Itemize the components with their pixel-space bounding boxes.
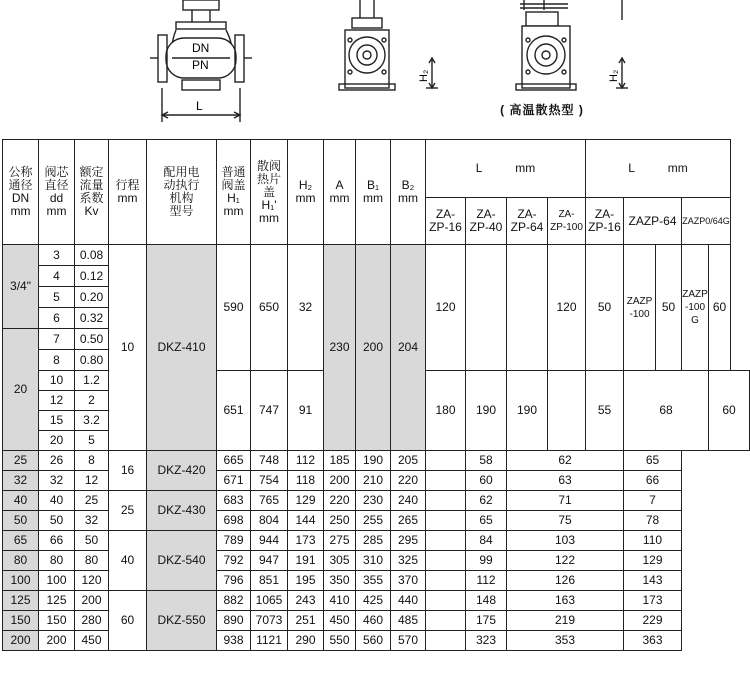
l16-cell: 305 <box>324 551 356 571</box>
l40-cell: 230 <box>356 491 391 511</box>
header-l-group-high-temp: L mm <box>586 140 731 198</box>
h2-cell: 173 <box>288 531 324 551</box>
dn-cell: 65 <box>3 531 39 551</box>
table-row <box>3 451 750 471</box>
ht-l16-cell: 84 <box>466 531 507 551</box>
kv-cell: 200 <box>75 591 109 611</box>
dn-cell: 150 <box>3 611 39 631</box>
dd-cell: 80 <box>39 551 75 571</box>
l64-cell: 220 <box>391 471 426 491</box>
h1-prime-cell: 747 <box>251 371 288 451</box>
dn-cell: 200 <box>3 631 39 651</box>
dn-cell: 40 <box>3 491 39 511</box>
header-h2: H₂ mm <box>288 140 324 245</box>
kv-cell: 2 <box>75 391 109 411</box>
h1-cell: 698 <box>217 511 251 531</box>
ht-l64g-cell: 65 <box>624 451 682 471</box>
l40-cell: 190 <box>356 451 391 471</box>
h1-prime-cell: 1121 <box>251 631 288 651</box>
subheader-zazp100: ZA- ZP-100 <box>548 198 586 245</box>
h2-cell: 129 <box>288 491 324 511</box>
actuator-cell: DKZ-420 <box>147 451 217 491</box>
h1-cell: 938 <box>217 631 251 651</box>
kv-cell: 0.80 <box>75 350 109 371</box>
kv-cell: 25 <box>75 491 109 511</box>
h2-label-right: H₂ <box>608 69 620 82</box>
h1-cell: 683 <box>217 491 251 511</box>
h1-cell: 882 <box>217 591 251 611</box>
h1-cell: 890 <box>217 611 251 631</box>
ht-l16-cell: 50 <box>586 245 624 371</box>
header-h1: 普通 阀盖 H₁ mm <box>217 140 251 245</box>
l40-cell: 460 <box>356 611 391 631</box>
l100-cell <box>548 371 586 451</box>
ht-l64g-cell: 78 <box>624 511 682 531</box>
kv-cell: 120 <box>75 571 109 591</box>
dn-cell: 25 <box>3 451 39 471</box>
dd-cell: 5 <box>39 287 75 308</box>
ht-l16-cell: 55 <box>586 371 624 451</box>
h1-cell: 792 <box>217 551 251 571</box>
l64-cell: 295 <box>391 531 426 551</box>
h1-prime-cell: 804 <box>251 511 288 531</box>
actuator-cell: DKZ-410 <box>147 245 217 451</box>
dd-cell: 7 <box>39 329 75 350</box>
ht-l64-cell: 353 <box>507 631 624 651</box>
h1-cell: 796 <box>217 571 251 591</box>
ht-zazp100-label: ZAZP -100 <box>624 245 656 371</box>
ht-l64-cell: 126 <box>507 571 624 591</box>
high-temp-caption: ( 高温散热型 ) <box>500 103 584 117</box>
dn-cell: 50 <box>3 511 39 531</box>
kv-cell: 0.32 <box>75 308 109 329</box>
ht-l64g-cell: 66 <box>624 471 682 491</box>
l-dimension-label: L <box>196 99 203 113</box>
kv-cell: 280 <box>75 611 109 631</box>
header-dn: 公称 通径 DN mm <box>3 140 39 245</box>
l16-cell: 410 <box>324 591 356 611</box>
ht-l16-cell: 65 <box>466 511 507 531</box>
l40-cell: 190 <box>466 371 507 451</box>
h2-cell: 290 <box>288 631 324 651</box>
pn-label: PN <box>192 58 209 72</box>
l40-cell: 310 <box>356 551 391 571</box>
dn-cell: 32 <box>3 471 39 491</box>
l64-cell: 370 <box>391 571 426 591</box>
kv-cell: 450 <box>75 631 109 651</box>
h1-cell: 590 <box>217 245 251 371</box>
dn-label: DN <box>192 41 210 55</box>
subheader-zazp64: ZA- ZP-64 <box>507 198 548 245</box>
ht-l64-cell: 68 <box>624 371 709 451</box>
ht-l64-cell: 63 <box>507 471 624 491</box>
kv-cell: 0.12 <box>75 266 109 287</box>
ht-l64g-cell: 129 <box>624 551 682 571</box>
l40-cell: 425 <box>356 591 391 611</box>
kv-cell: 0.50 <box>75 329 109 350</box>
h1-cell: 789 <box>217 531 251 551</box>
table-row <box>3 531 750 551</box>
header-actuator: 配用电 动执行 机构 型号 <box>147 140 217 245</box>
l16-cell: 120 <box>426 245 466 371</box>
h2-cell: 112 <box>288 451 324 471</box>
kv-cell: 5 <box>75 431 109 451</box>
ht-l16-cell: 148 <box>466 591 507 611</box>
dd-cell: 150 <box>39 611 75 631</box>
ht-l16-cell: 99 <box>466 551 507 571</box>
l64-cell: 265 <box>391 511 426 531</box>
kv-cell: 32 <box>75 511 109 531</box>
header-stroke: 行程 mm <box>109 140 147 245</box>
l40-cell: 355 <box>356 571 391 591</box>
stroke-cell: 40 <box>109 531 147 591</box>
ht-l64g-cell: 60 <box>709 371 750 451</box>
h1-prime-cell: 947 <box>251 551 288 571</box>
dn-cell: 125 <box>3 591 39 611</box>
ht-l64-cell: 219 <box>507 611 624 631</box>
l40-cell: 285 <box>356 531 391 551</box>
b2-cell: 204 <box>391 245 426 451</box>
ht-l64-cell: 163 <box>507 591 624 611</box>
l64-cell: 570 <box>391 631 426 651</box>
h2-label-left: H₂ <box>418 69 430 82</box>
stroke-cell: 16 <box>109 451 147 491</box>
dd-cell: 100 <box>39 571 75 591</box>
header-a: A mm <box>324 140 356 245</box>
ht-l16-cell: 62 <box>466 491 507 511</box>
ht-l64g-cell: 173 <box>624 591 682 611</box>
h1-cell: 665 <box>217 451 251 471</box>
l100-cell <box>426 611 466 631</box>
dd-cell: 12 <box>39 391 75 411</box>
l64-cell: 190 <box>507 371 548 451</box>
dd-cell: 200 <box>39 631 75 651</box>
table-row <box>3 491 750 511</box>
l40-cell <box>466 245 507 371</box>
actuator-cell: DKZ-550 <box>147 591 217 651</box>
h1-prime-cell: 754 <box>251 471 288 491</box>
l64-cell: 240 <box>391 491 426 511</box>
header-b2: B₂ mm <box>391 140 426 245</box>
subheader-ht-zazp64: ZAZP-64 <box>624 198 682 245</box>
ht-l64g-cell: 60 <box>709 245 731 371</box>
dd-cell: 4 <box>39 266 75 287</box>
subheader-ht-zazp64g: ZAZP0/64G <box>682 198 731 245</box>
ht-l64-cell: 71 <box>507 491 624 511</box>
header-b1: B₁ mm <box>356 140 391 245</box>
h1-prime-cell: 851 <box>251 571 288 591</box>
header-kv: 额定 流量 系数 Kv <box>75 140 109 245</box>
actuator-cell: DKZ-540 <box>147 531 217 591</box>
kv-cell: 3.2 <box>75 411 109 431</box>
h2-cell: 191 <box>288 551 324 571</box>
l16-cell: 275 <box>324 531 356 551</box>
kv-cell: 12 <box>75 471 109 491</box>
l40-cell: 255 <box>356 511 391 531</box>
h1-prime-cell: 7073 <box>251 611 288 631</box>
ht-l64g-cell: 229 <box>624 611 682 631</box>
h1-cell: 671 <box>217 471 251 491</box>
ht-l16-cell: 323 <box>466 631 507 651</box>
header-dd: 阀芯 直径 dd mm <box>39 140 75 245</box>
l100-cell <box>426 531 466 551</box>
l16-cell: 185 <box>324 451 356 471</box>
dd-cell: 15 <box>39 411 75 431</box>
a-cell: 230 <box>324 245 356 451</box>
kv-cell: 0.08 <box>75 245 109 266</box>
l16-cell: 250 <box>324 511 356 531</box>
h1-prime-cell: 765 <box>251 491 288 511</box>
kv-cell: 1.2 <box>75 371 109 391</box>
kv-cell: 0.20 <box>75 287 109 308</box>
subheader-zazp40: ZA- ZP-40 <box>466 198 507 245</box>
valve-spec-table <box>2 139 750 651</box>
h2-cell: 91 <box>288 371 324 451</box>
l16-cell: 220 <box>324 491 356 511</box>
stroke-cell: 60 <box>109 591 147 651</box>
h2-cell: 144 <box>288 511 324 531</box>
l100-cell <box>426 591 466 611</box>
ht-l16-cell: 58 <box>466 451 507 471</box>
l16-cell: 350 <box>324 571 356 591</box>
h2-cell: 118 <box>288 471 324 491</box>
h1-prime-cell: 1065 <box>251 591 288 611</box>
dd-cell: 3 <box>39 245 75 266</box>
header-l-group-standard: L mm <box>426 140 586 198</box>
l64-cell: 485 <box>391 611 426 631</box>
dn-cell-3-4: 3/4" <box>3 245 39 329</box>
h2-cell: 32 <box>288 245 324 371</box>
l40-cell: 560 <box>356 631 391 651</box>
dd-cell: 8 <box>39 350 75 371</box>
l64-cell: 325 <box>391 551 426 571</box>
l64-cell: 440 <box>391 591 426 611</box>
ht-l64-cell: 50 <box>656 245 682 371</box>
kv-cell: 8 <box>75 451 109 471</box>
h2-cell: 243 <box>288 591 324 611</box>
dd-cell: 125 <box>39 591 75 611</box>
l16-cell: 450 <box>324 611 356 631</box>
dd-cell: 10 <box>39 371 75 391</box>
h1-prime-cell: 650 <box>251 245 288 371</box>
ht-l64-cell: 122 <box>507 551 624 571</box>
dd-cell: 6 <box>39 308 75 329</box>
l16-cell: 200 <box>324 471 356 491</box>
ht-l64-cell: 62 <box>507 451 624 471</box>
b1-cell: 200 <box>356 245 391 451</box>
ht-l64-cell: 75 <box>507 511 624 531</box>
l100-cell <box>426 491 466 511</box>
valve-drawings <box>0 0 750 138</box>
dd-cell: 20 <box>39 431 75 451</box>
h2-cell: 251 <box>288 611 324 631</box>
kv-cell: 80 <box>75 551 109 571</box>
l100-cell <box>426 471 466 491</box>
dn-cell: 100 <box>3 571 39 591</box>
data-rows <box>3 451 750 651</box>
ht-l64g-cell: 110 <box>624 531 682 551</box>
ht-l64g-cell: 363 <box>624 631 682 651</box>
dd-cell: 40 <box>39 491 75 511</box>
l100-cell <box>426 631 466 651</box>
kv-cell: 50 <box>75 531 109 551</box>
l100-cell <box>426 451 466 471</box>
h1-cell: 651 <box>217 371 251 451</box>
ht-l64-cell: 103 <box>507 531 624 551</box>
l100-cell <box>426 511 466 531</box>
ht-l16-cell: 175 <box>466 611 507 631</box>
l100-cell <box>426 551 466 571</box>
ht-l64g-cell: 143 <box>624 571 682 591</box>
ht-l64g-cell: 7 <box>624 491 682 511</box>
l16-cell: 180 <box>426 371 466 451</box>
table-row <box>3 591 750 611</box>
l100-cell <box>426 571 466 591</box>
ht-l16-cell: 60 <box>466 471 507 491</box>
l16-cell: 550 <box>324 631 356 651</box>
dn-cell: 80 <box>3 551 39 571</box>
l64-cell: 205 <box>391 451 426 471</box>
h2-cell: 195 <box>288 571 324 591</box>
valve-drawing-svg <box>0 0 750 138</box>
actuator-cell: DKZ-430 <box>147 491 217 531</box>
dn-cell-20: 20 <box>3 329 39 451</box>
stroke-cell: 25 <box>109 491 147 531</box>
ht-l16-cell: 112 <box>466 571 507 591</box>
subheader-ht-zazp16: ZA- ZP-16 <box>586 198 624 245</box>
l40-cell: 210 <box>356 471 391 491</box>
dd-cell: 50 <box>39 511 75 531</box>
h1-prime-cell: 748 <box>251 451 288 471</box>
dd-cell: 32 <box>39 471 75 491</box>
stroke-cell: 10 <box>109 245 147 451</box>
l64-cell <box>507 245 548 371</box>
header-h1-prime: 散阀 热片 盖 H₁' mm <box>251 140 288 245</box>
ht-zazp100g-label: ZAZP -100 G <box>682 245 709 371</box>
subheader-zazp16: ZA- ZP-16 <box>426 198 466 245</box>
dd-cell: 26 <box>39 451 75 471</box>
h1-prime-cell: 944 <box>251 531 288 551</box>
dd-cell: 66 <box>39 531 75 551</box>
l100-cell: 120 <box>548 245 586 371</box>
